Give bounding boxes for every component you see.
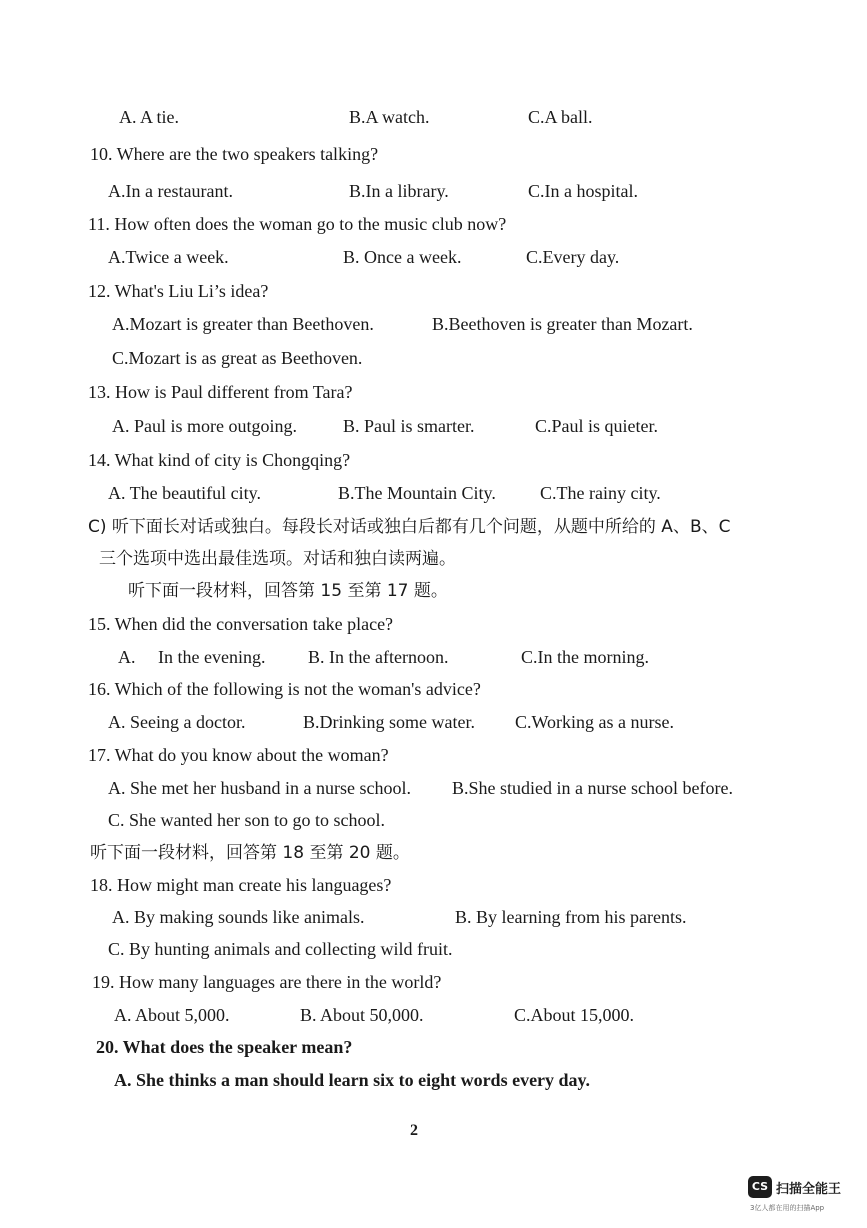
q16-question: 16. Which of the following is not the woman's advice? xyxy=(88,679,481,699)
q12-question: 12. What's Liu Li’s idea? xyxy=(88,281,269,301)
q14-option-a: A. The beautiful city. xyxy=(108,483,261,503)
q13-option-b: B. Paul is smarter. xyxy=(343,416,475,436)
q11-option-b: B. Once a week. xyxy=(343,247,462,267)
q19-option-a: A. About 5,000. xyxy=(114,1005,230,1025)
q19-option-b: B. About 50,000. xyxy=(300,1005,424,1025)
q17-question: 17. What do you know about the woman? xyxy=(88,745,389,765)
q9-option-c: C.A ball. xyxy=(528,107,593,127)
q17-option-a: A. She met her husband in a nurse school. xyxy=(108,778,411,798)
page-number: 2 xyxy=(410,1122,418,1139)
q16-option-a: A. Seeing a doctor. xyxy=(108,712,246,732)
q18-option-c: C. By hunting animals and collecting wild fruit. xyxy=(108,939,453,959)
watermark-app-name: 扫描全能王 xyxy=(776,1182,842,1197)
material-1-heading: 听下面一段材料，回答第 15 至第 17 题。 xyxy=(128,581,448,601)
q18-option-a: A. By making sounds like animals. xyxy=(112,907,365,927)
q13-option-c: C.Paul is quieter. xyxy=(535,416,658,436)
q9-option-a: A. A tie. xyxy=(119,107,180,127)
q10-option-a: A.In a restaurant. xyxy=(108,181,233,201)
q19-question: 19. How many languages are there in the world? xyxy=(92,972,442,992)
q11-option-a: A.Twice a week. xyxy=(108,247,229,267)
q19-option-c: C.About 15,000. xyxy=(514,1005,635,1025)
q16-option-c: C.Working as a nurse. xyxy=(515,712,675,732)
q15-option-c: C.In the morning. xyxy=(521,647,649,667)
q15-option-a-label: A. xyxy=(118,647,136,667)
q9-option-b: B.A watch. xyxy=(349,107,430,127)
q16-option-b: B.Drinking some water. xyxy=(303,712,475,732)
q14-option-c: C.The rainy city. xyxy=(540,483,661,503)
q14-option-b: B.The Mountain City. xyxy=(338,483,496,503)
section-c-instruction-line1: C) 听下面长对话或独白。每段长对话或独白后都有几个问题，从题中所给的 A、B、C xyxy=(88,517,731,537)
scanner-watermark xyxy=(748,1176,860,1222)
q12-option-b: B.Beethoven is greater than Mozart. xyxy=(432,314,693,334)
q20-question: 20. What does the speaker mean? xyxy=(96,1037,353,1057)
q13-option-a: A. Paul is more outgoing. xyxy=(112,416,297,436)
section-c-instruction-line2: 三个选项中选出最佳选项。对话和独白读两遍。 xyxy=(99,549,456,569)
q14-question: 14. What kind of city is Chongqing? xyxy=(88,450,351,470)
camscanner-logo-icon: CS xyxy=(748,1176,772,1198)
q12-option-c: C.Mozart is as great as Beethoven. xyxy=(112,348,363,368)
q13-question: 13. How is Paul different from Tara? xyxy=(88,382,353,402)
q10-question: 10. Where are the two speakers talking? xyxy=(90,144,379,164)
q15-option-a: In the evening. xyxy=(158,647,266,667)
material-2-heading: 听下面一段材料，回答第 18 至第 20 题。 xyxy=(90,843,410,863)
q17-option-c: C. She wanted her son to go to school. xyxy=(108,810,385,830)
q11-question: 11. How often does the woman go to the music club now? xyxy=(88,214,507,234)
q10-option-b: B.In a library. xyxy=(349,181,449,201)
q15-option-b: B. In the afternoon. xyxy=(308,647,449,667)
q10-option-c: C.In a hospital. xyxy=(528,181,638,201)
q12-option-a: A.Mozart is greater than Beethoven. xyxy=(112,314,374,334)
q18-option-b: B. By learning from his parents. xyxy=(455,907,687,927)
q11-option-c: C.Every day. xyxy=(526,247,620,267)
watermark-tagline: 3亿人都在用的扫描App xyxy=(750,1204,825,1212)
q17-option-b: B.She studied in a nurse school before. xyxy=(452,778,733,798)
q20-option-a: A. She thinks a man should learn six to eight words every day. xyxy=(114,1070,591,1090)
q15-question: 15. When did the conversation take place? xyxy=(88,614,394,634)
q18-question: 18. How might man create his languages? xyxy=(90,875,392,895)
